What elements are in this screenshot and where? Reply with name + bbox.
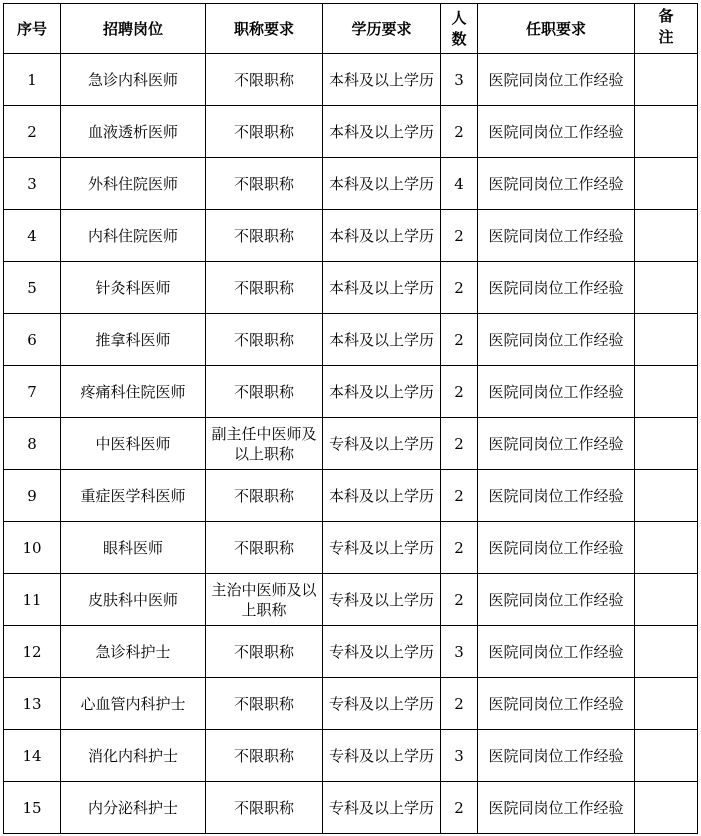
cell-count: 3 bbox=[441, 730, 478, 782]
cell-remark bbox=[635, 158, 698, 210]
cell-experience: 医院同岗位工作经验 bbox=[478, 418, 635, 470]
cell-remark bbox=[635, 678, 698, 730]
cell-remark bbox=[635, 366, 698, 418]
cell-count: 2 bbox=[441, 678, 478, 730]
cell-education-requirement: 本科及以上学历 bbox=[323, 366, 441, 418]
cell-count: 2 bbox=[441, 106, 478, 158]
cell-remark bbox=[635, 626, 698, 678]
cell-remark bbox=[635, 54, 698, 106]
cell-remark bbox=[635, 262, 698, 314]
cell-seq: 11 bbox=[4, 574, 61, 626]
header-experience: 任职要求 bbox=[478, 4, 635, 54]
cell-experience: 医院同岗位工作经验 bbox=[478, 54, 635, 106]
cell-title-requirement: 主治中医师及以上职称 bbox=[206, 574, 323, 626]
cell-seq: 10 bbox=[4, 522, 61, 574]
table-row bbox=[4, 418, 698, 470]
cell-remark bbox=[635, 314, 698, 366]
cell-position: 中医科医师 bbox=[61, 418, 206, 470]
cell-education-requirement: 专科及以上学历 bbox=[323, 522, 441, 574]
cell-seq: 7 bbox=[4, 366, 61, 418]
cell-position: 内科住院医师 bbox=[61, 210, 206, 262]
cell-count: 3 bbox=[441, 54, 478, 106]
cell-remark bbox=[635, 418, 698, 470]
cell-position: 推拿科医师 bbox=[61, 314, 206, 366]
cell-education-requirement: 本科及以上学历 bbox=[323, 54, 441, 106]
table-row bbox=[4, 470, 698, 522]
cell-experience: 医院同岗位工作经验 bbox=[478, 210, 635, 262]
cell-seq: 14 bbox=[4, 730, 61, 782]
cell-experience: 医院同岗位工作经验 bbox=[478, 678, 635, 730]
cell-count: 4 bbox=[441, 158, 478, 210]
cell-experience: 医院同岗位工作经验 bbox=[478, 262, 635, 314]
table-body bbox=[4, 54, 698, 834]
cell-remark bbox=[635, 106, 698, 158]
cell-seq: 4 bbox=[4, 210, 61, 262]
table-row bbox=[4, 730, 698, 782]
cell-title-requirement: 不限职称 bbox=[206, 314, 323, 366]
header-count: 人数 bbox=[451, 8, 467, 48]
cell-position: 眼科医师 bbox=[61, 522, 206, 574]
cell-position: 急诊内科医师 bbox=[61, 54, 206, 106]
cell-count: 2 bbox=[441, 782, 478, 834]
cell-experience: 医院同岗位工作经验 bbox=[478, 366, 635, 418]
cell-title-requirement: 不限职称 bbox=[206, 626, 323, 678]
cell-count: 2 bbox=[441, 418, 478, 470]
cell-education-requirement: 专科及以上学历 bbox=[323, 678, 441, 730]
cell-experience: 医院同岗位工作经验 bbox=[478, 106, 635, 158]
header-row bbox=[4, 4, 698, 54]
header-remark-cell bbox=[635, 4, 698, 54]
header-title-requirement: 职称要求 bbox=[206, 4, 323, 54]
header-education-requirement: 学历要求 bbox=[323, 4, 441, 54]
cell-seq: 2 bbox=[4, 106, 61, 158]
cell-education-requirement: 本科及以上学历 bbox=[323, 262, 441, 314]
cell-count: 2 bbox=[441, 314, 478, 366]
header-count-cell bbox=[441, 4, 478, 54]
header-remark: 备注 bbox=[658, 7, 674, 46]
header-seq: 序号 bbox=[4, 4, 61, 54]
cell-education-requirement: 专科及以上学历 bbox=[323, 626, 441, 678]
cell-seq: 12 bbox=[4, 626, 61, 678]
cell-education-requirement: 本科及以上学历 bbox=[323, 210, 441, 262]
cell-title-requirement: 不限职称 bbox=[206, 158, 323, 210]
cell-experience: 医院同岗位工作经验 bbox=[478, 574, 635, 626]
recruitment-table bbox=[3, 3, 698, 834]
cell-count: 2 bbox=[441, 210, 478, 262]
cell-count: 3 bbox=[441, 626, 478, 678]
cell-remark bbox=[635, 730, 698, 782]
cell-experience: 医院同岗位工作经验 bbox=[478, 626, 635, 678]
cell-title-requirement: 不限职称 bbox=[206, 366, 323, 418]
cell-remark bbox=[635, 574, 698, 626]
cell-remark bbox=[635, 210, 698, 262]
cell-education-requirement: 本科及以上学历 bbox=[323, 158, 441, 210]
cell-title-requirement: 不限职称 bbox=[206, 678, 323, 730]
cell-remark bbox=[635, 470, 698, 522]
table-row bbox=[4, 782, 698, 834]
cell-position: 外科住院医师 bbox=[61, 158, 206, 210]
table-row bbox=[4, 366, 698, 418]
cell-title-requirement: 副主任中医师及以上职称 bbox=[206, 418, 323, 470]
cell-title-requirement: 不限职称 bbox=[206, 782, 323, 834]
cell-title-requirement: 不限职称 bbox=[206, 106, 323, 158]
cell-count: 2 bbox=[441, 522, 478, 574]
table-row bbox=[4, 210, 698, 262]
cell-count: 2 bbox=[441, 470, 478, 522]
cell-position: 重症医学科医师 bbox=[61, 470, 206, 522]
cell-seq: 13 bbox=[4, 678, 61, 730]
cell-education-requirement: 本科及以上学历 bbox=[323, 470, 441, 522]
cell-position: 消化内科护士 bbox=[61, 730, 206, 782]
cell-experience: 医院同岗位工作经验 bbox=[478, 158, 635, 210]
table-row bbox=[4, 158, 698, 210]
table-row bbox=[4, 626, 698, 678]
cell-position: 血液透析医师 bbox=[61, 106, 206, 158]
table-row bbox=[4, 574, 698, 626]
table-row bbox=[4, 106, 698, 158]
cell-experience: 医院同岗位工作经验 bbox=[478, 730, 635, 782]
cell-position: 急诊科护士 bbox=[61, 626, 206, 678]
cell-position: 皮肤科中医师 bbox=[61, 574, 206, 626]
cell-seq: 1 bbox=[4, 54, 61, 106]
cell-experience: 医院同岗位工作经验 bbox=[478, 470, 635, 522]
table-row bbox=[4, 678, 698, 730]
cell-education-requirement: 专科及以上学历 bbox=[323, 574, 441, 626]
cell-education-requirement: 专科及以上学历 bbox=[323, 418, 441, 470]
cell-education-requirement: 本科及以上学历 bbox=[323, 106, 441, 158]
cell-title-requirement: 不限职称 bbox=[206, 522, 323, 574]
cell-seq: 8 bbox=[4, 418, 61, 470]
cell-seq: 5 bbox=[4, 262, 61, 314]
cell-count: 2 bbox=[441, 574, 478, 626]
cell-remark bbox=[635, 782, 698, 834]
cell-title-requirement: 不限职称 bbox=[206, 210, 323, 262]
cell-seq: 6 bbox=[4, 314, 61, 366]
cell-seq: 9 bbox=[4, 470, 61, 522]
cell-education-requirement: 专科及以上学历 bbox=[323, 782, 441, 834]
cell-position: 针灸科医师 bbox=[61, 262, 206, 314]
table-row bbox=[4, 314, 698, 366]
cell-seq: 3 bbox=[4, 158, 61, 210]
cell-remark bbox=[635, 522, 698, 574]
cell-position: 心血管内科护士 bbox=[61, 678, 206, 730]
cell-position: 内分泌科护士 bbox=[61, 782, 206, 834]
cell-title-requirement: 不限职称 bbox=[206, 470, 323, 522]
cell-position: 疼痛科住院医师 bbox=[61, 366, 206, 418]
cell-title-requirement: 不限职称 bbox=[206, 54, 323, 106]
cell-title-requirement: 不限职称 bbox=[206, 262, 323, 314]
cell-experience: 医院同岗位工作经验 bbox=[478, 782, 635, 834]
cell-education-requirement: 本科及以上学历 bbox=[323, 314, 441, 366]
cell-title-requirement: 不限职称 bbox=[206, 730, 323, 782]
cell-count: 2 bbox=[441, 262, 478, 314]
cell-experience: 医院同岗位工作经验 bbox=[478, 314, 635, 366]
cell-education-requirement: 专科及以上学历 bbox=[323, 730, 441, 782]
cell-count: 2 bbox=[441, 366, 478, 418]
header-position: 招聘岗位 bbox=[61, 4, 206, 54]
cell-experience: 医院同岗位工作经验 bbox=[478, 522, 635, 574]
table-row bbox=[4, 262, 698, 314]
table-row bbox=[4, 54, 698, 106]
cell-seq: 15 bbox=[4, 782, 61, 834]
table-row bbox=[4, 522, 698, 574]
